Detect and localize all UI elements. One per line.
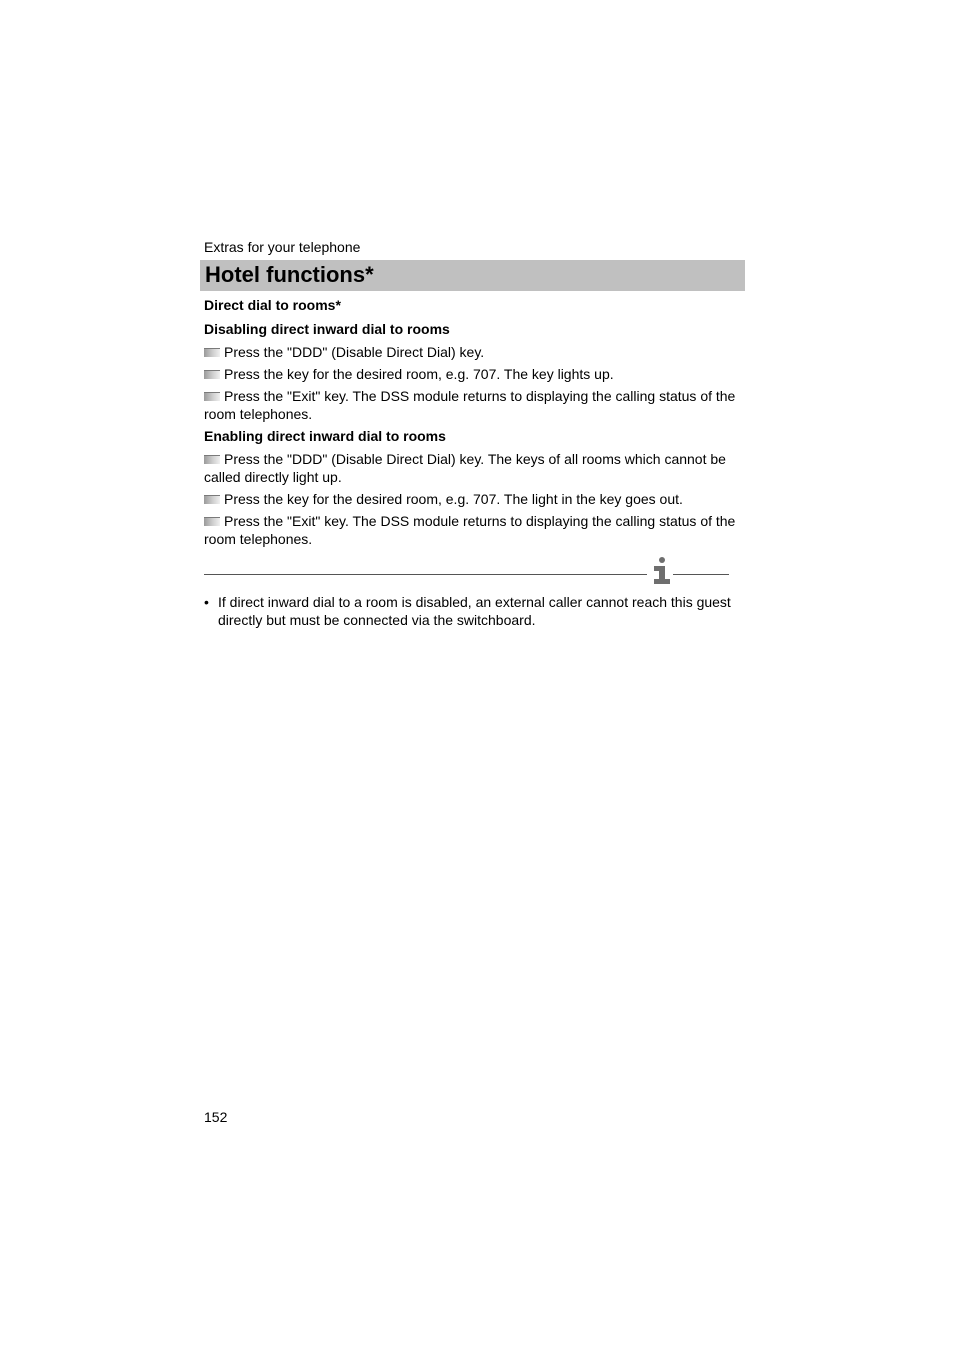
enable-step-1	[204, 450, 740, 486]
disable-heading: Disabling direct inward dial to rooms	[204, 321, 450, 337]
disable-step-1	[204, 343, 740, 361]
disable-step-2	[204, 365, 740, 383]
key-icon	[204, 348, 220, 357]
main-content	[204, 296, 740, 552]
enable-step-3	[204, 512, 740, 548]
step-text: Press the key for the desired room, e.g. 707. The key lights up.	[224, 366, 614, 382]
main-heading: Direct dial to rooms*	[204, 297, 341, 313]
page-number: 152	[204, 1109, 228, 1125]
info-divider-right	[673, 574, 729, 575]
page-title: Hotel functions*	[205, 262, 374, 287]
step-text: Press the key for the desired room, e.g. 707. The light in the key goes out.	[224, 491, 683, 507]
step-text: Press the "DDD" (Disable Direct Dial) key. The keys of all rooms which cannot be called directly light up.	[204, 451, 726, 485]
info-note-text: If direct inward dial to a room is disabled, an external caller cannot reach this guest directly but must be connected via the switchboard.	[218, 594, 731, 628]
key-icon	[204, 495, 220, 504]
key-icon	[204, 392, 220, 401]
key-icon	[204, 370, 220, 379]
running-header: Extras for your telephone	[204, 239, 361, 255]
step-text: Press the "Exit" key. The DSS module returns to displaying the calling status of the room telephones.	[204, 513, 736, 547]
key-icon	[204, 517, 220, 526]
step-text: Press the "DDD" (Disable Direct Dial) key.	[224, 344, 485, 360]
enable-step-2	[204, 490, 740, 508]
key-icon	[204, 455, 220, 464]
bullet: •	[204, 594, 209, 610]
info-divider-left	[204, 574, 647, 575]
enable-heading: Enabling direct inward dial to rooms	[204, 428, 446, 444]
disable-step-3	[204, 387, 740, 423]
info-icon	[651, 556, 673, 584]
info-note	[204, 593, 740, 629]
step-text: Press the "Exit" key. The DSS module returns to displaying the calling status of the room telephones.	[204, 388, 736, 422]
section-title-bar	[200, 260, 745, 291]
